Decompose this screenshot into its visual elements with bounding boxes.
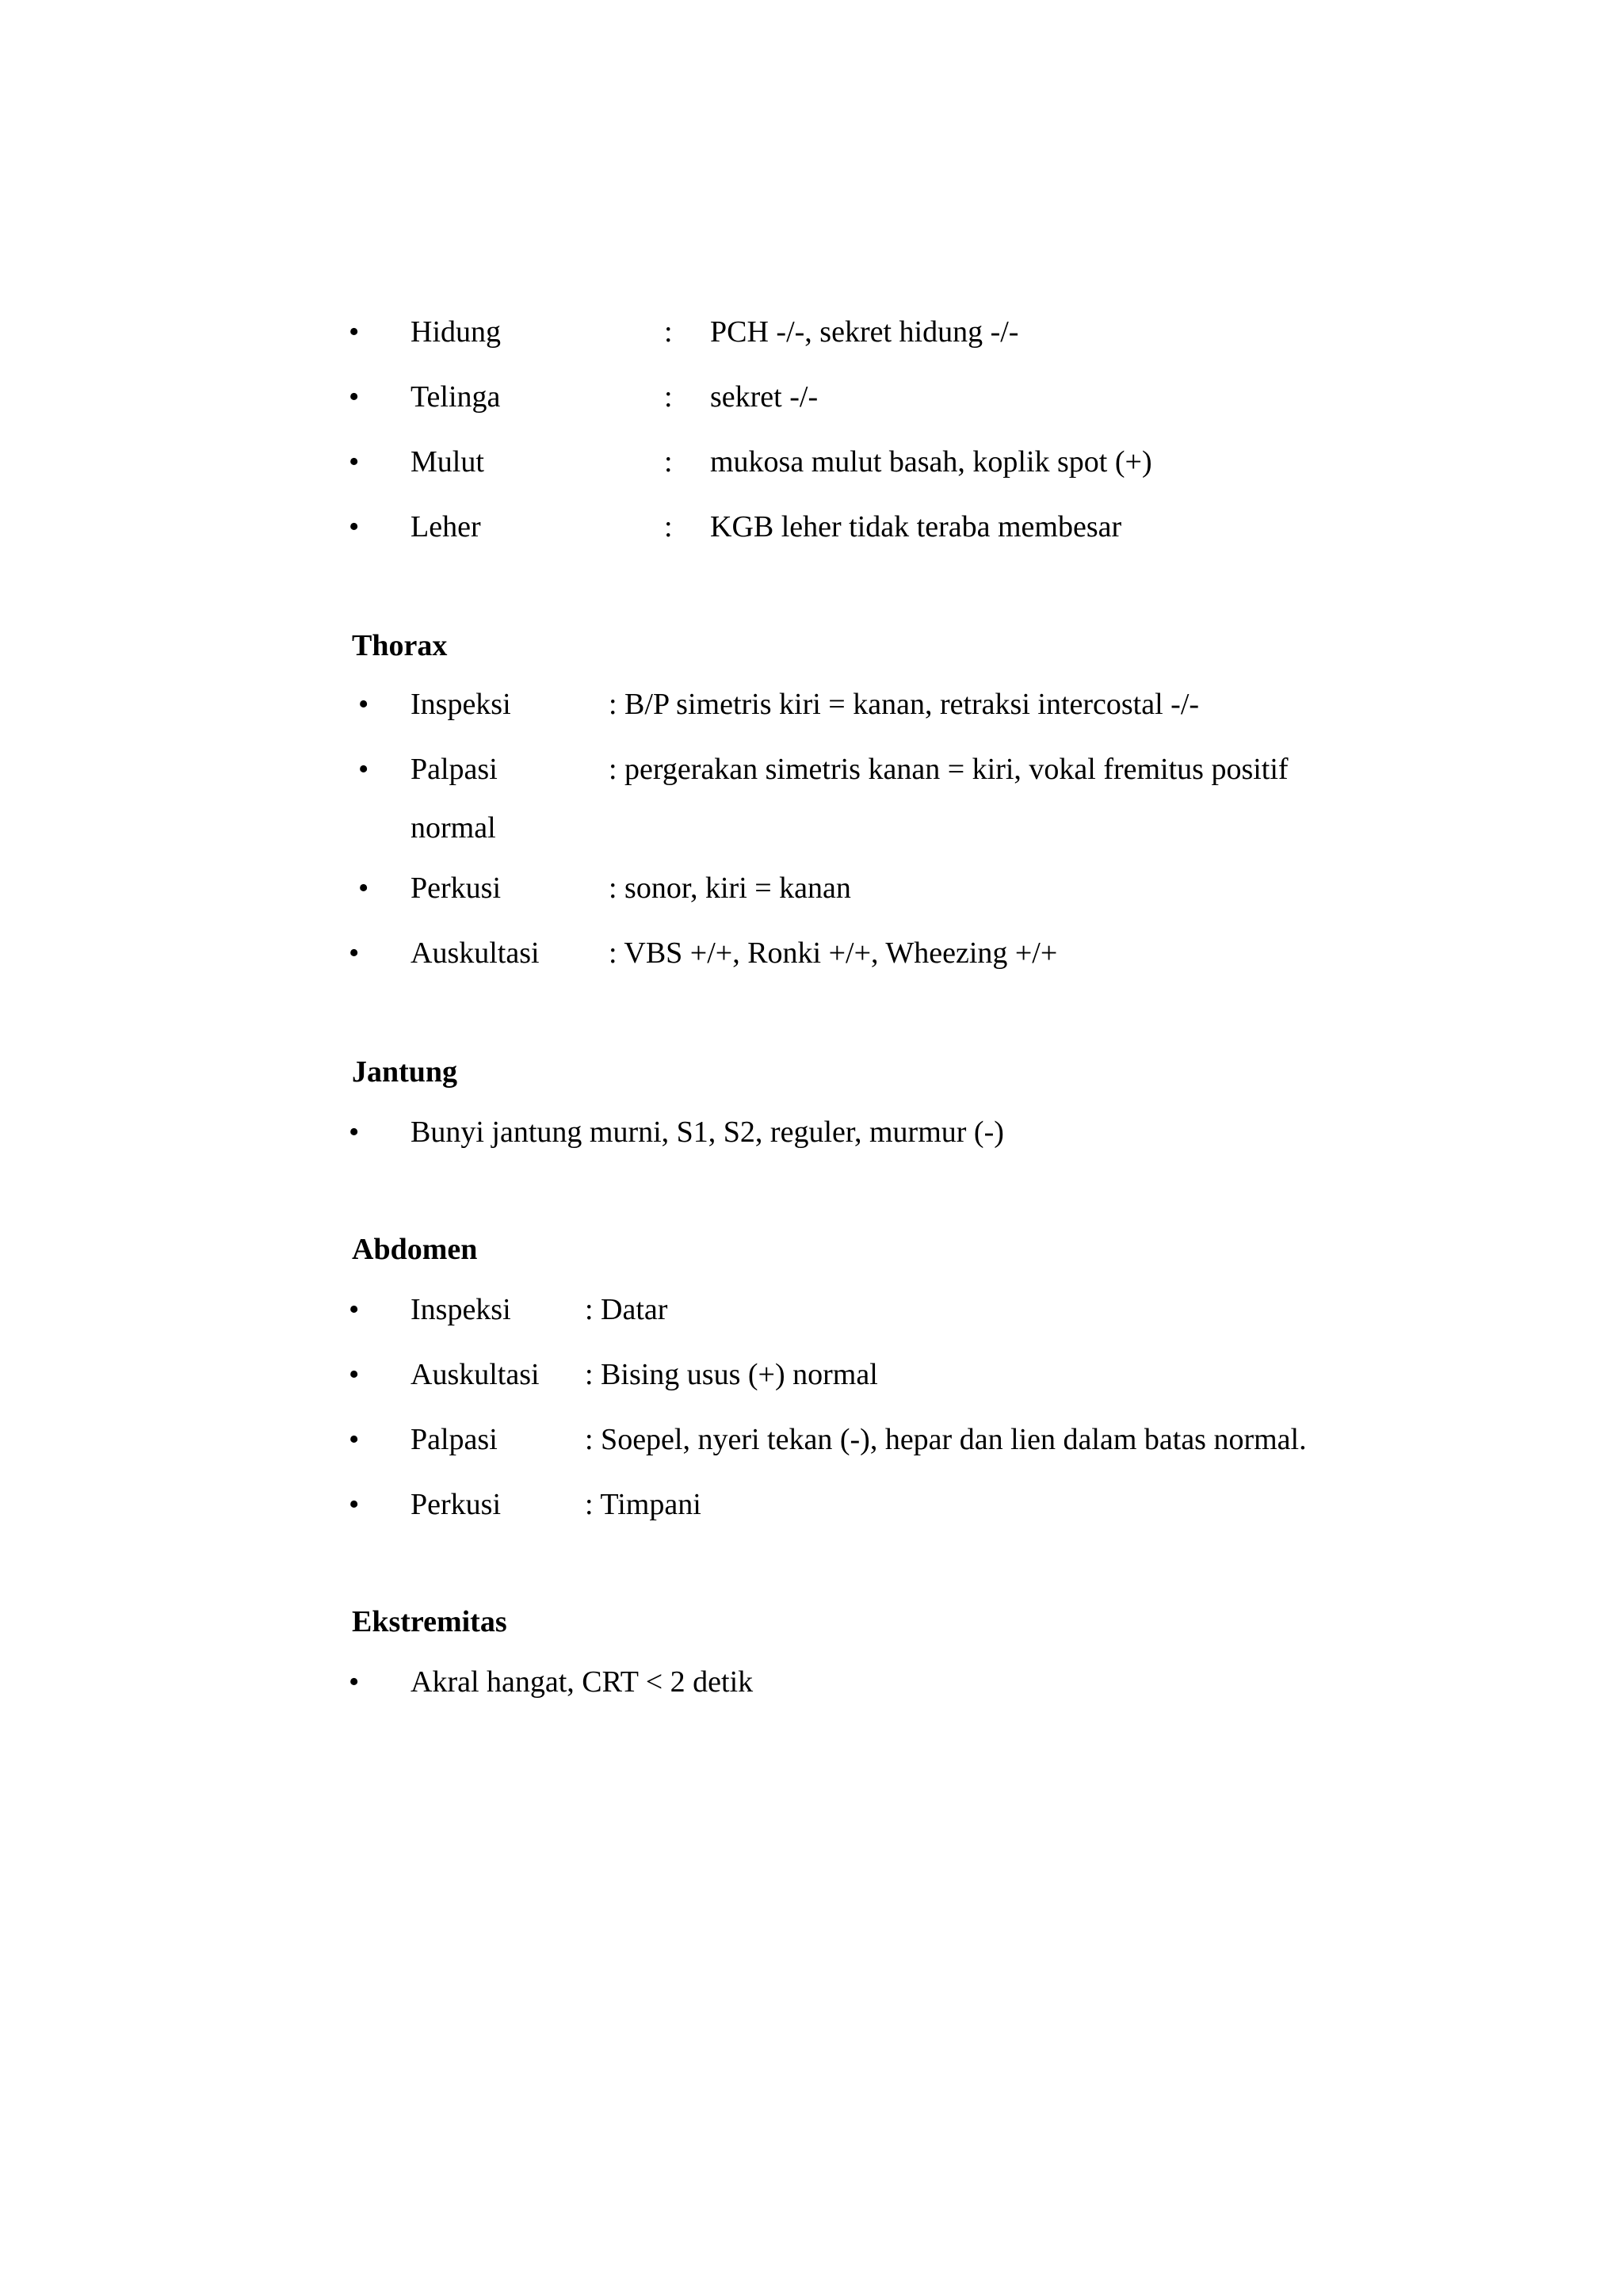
item-separator: : <box>664 380 673 414</box>
item-value: : Datar <box>585 1293 668 1326</box>
section-heading-ekstremitas: Ekstremitas <box>352 1605 507 1638</box>
item-value: : Soepel, nyeri tekan (-), hepar dan lien dalam batas normal. <box>585 1423 1307 1456</box>
item-label: Hidung <box>411 315 501 349</box>
bullet-icon: • <box>349 1423 360 1456</box>
item-label: Leher <box>411 510 481 543</box>
bullet-icon: • <box>358 871 369 905</box>
item-label: Auskultasi <box>411 1358 540 1391</box>
item-value: : VBS +/+, Ronki +/+, Wheezing +/+ <box>609 936 1058 970</box>
item-value: sekret -/- <box>710 380 819 414</box>
item-value: : B/P simetris kiri = kanan, retraksi intercostal -/- <box>609 688 1200 721</box>
bullet-icon: • <box>349 380 360 414</box>
item-value: : pergerakan simetris kanan = kiri, vokal fremitus positif <box>609 753 1289 786</box>
item-label: Inspeksi <box>411 1293 511 1326</box>
item-label: Perkusi <box>411 871 501 905</box>
bullet-icon: • <box>349 936 360 970</box>
bullet-icon: • <box>358 688 369 721</box>
item-separator: : <box>664 315 673 349</box>
bullet-icon: • <box>358 753 369 786</box>
section-heading-jantung: Jantung <box>352 1055 458 1089</box>
bullet-icon: • <box>349 1665 360 1699</box>
bullet-icon: • <box>349 1116 360 1149</box>
item-text: Bunyi jantung murni, S1, S2, reguler, murmur (-) <box>411 1116 1004 1149</box>
item-value: : Timpani <box>585 1488 701 1521</box>
item-label: Mulut <box>411 445 484 479</box>
item-label: Palpasi <box>411 1423 498 1456</box>
item-separator: : <box>664 445 673 479</box>
bullet-icon: • <box>349 510 360 543</box>
item-label: Telinga <box>411 380 501 414</box>
item-value: mukosa mulut basah, koplik spot (+) <box>710 445 1152 479</box>
item-text: Akral hangat, CRT < 2 detik <box>411 1665 754 1699</box>
item-value: : sonor, kiri = kanan <box>609 871 851 905</box>
item-label: Perkusi <box>411 1488 501 1521</box>
bullet-icon: • <box>349 1358 360 1391</box>
bullet-icon: • <box>349 315 360 349</box>
item-value: PCH -/-, sekret hidung -/- <box>710 315 1019 349</box>
bullet-icon: • <box>349 1293 360 1326</box>
item-value: KGB leher tidak teraba membesar <box>710 510 1122 543</box>
item-separator: : <box>664 510 673 543</box>
section-heading-thorax: Thorax <box>352 629 448 662</box>
item-label: Inspeksi <box>411 688 511 721</box>
bullet-icon: • <box>349 1488 360 1521</box>
item-value: : Bising usus (+) normal <box>585 1358 878 1391</box>
item-label: Palpasi <box>411 753 498 786</box>
section-heading-abdomen: Abdomen <box>352 1233 478 1266</box>
item-label: Auskultasi <box>411 936 540 970</box>
bullet-icon: • <box>349 445 360 479</box>
item-continuation: normal <box>411 811 496 845</box>
